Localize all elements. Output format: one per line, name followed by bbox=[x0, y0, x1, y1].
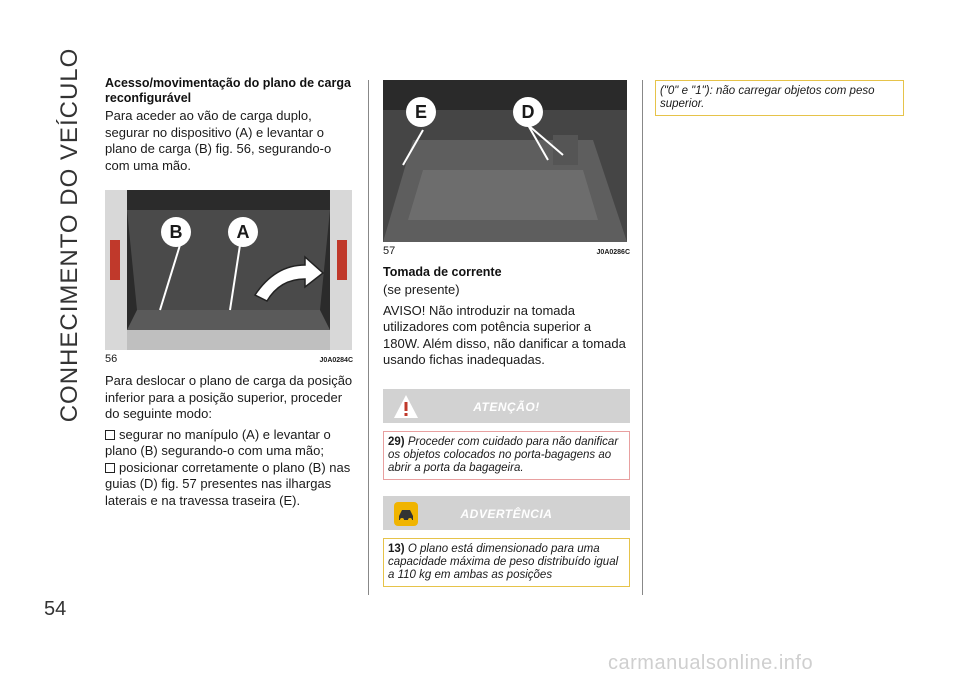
paragraph: Para aceder ao vão de carga duplo, segurar no dispositivo (A) e levantar o plano de carga (B) fig. 56, segurando-o com uma mão. bbox=[105, 108, 332, 173]
warning-banner bbox=[383, 389, 630, 423]
note-text: O plano está dimensionado para uma capacidade máxima de peso distribuído igual a 110 kg em ambas as posições bbox=[388, 542, 619, 581]
figure-label-e: E bbox=[406, 97, 436, 127]
side-section-title: CONHECIMENTO DO VEÍCULO bbox=[56, 47, 83, 423]
column-divider bbox=[642, 80, 643, 595]
figure-label-b: B bbox=[161, 217, 191, 247]
figure-code: J0A0284C bbox=[319, 357, 353, 364]
bullet-square-icon bbox=[105, 430, 115, 440]
caution-note-continued bbox=[655, 80, 904, 116]
figure-label-a: A bbox=[228, 217, 258, 247]
caution-title: ADVERTÊNCIA bbox=[460, 506, 553, 521]
column-3 bbox=[655, 80, 904, 116]
bullet-square-icon bbox=[105, 463, 115, 473]
warning-note bbox=[383, 431, 630, 480]
note-number: 29) bbox=[388, 435, 405, 448]
figure-caption bbox=[383, 245, 630, 257]
figure-caption bbox=[105, 353, 353, 365]
figure-number: 56 bbox=[105, 353, 118, 365]
subheading: (se presente) bbox=[383, 282, 460, 297]
note-text: Proceder com cuidado para não danificar os objetos colocados no porta-bagagens ao abrir a porta da bagageira. bbox=[388, 435, 619, 474]
warning-title: ATENÇÃO! bbox=[473, 399, 540, 414]
watermark: carmanualsonline.info bbox=[608, 652, 814, 674]
section-heading: Tomada de corrente bbox=[383, 265, 502, 279]
figure-57-photo bbox=[383, 80, 627, 242]
figure-code: J0A0286C bbox=[596, 249, 630, 256]
figure-56-photo bbox=[105, 190, 352, 350]
figure-number: 57 bbox=[383, 245, 396, 257]
figure-label-d: D bbox=[513, 97, 543, 127]
page-number: 54 bbox=[44, 598, 67, 620]
note-number: 13) bbox=[388, 542, 405, 555]
paragraph: AVISO! Não introduzir na tomada utilizadores com potência superior a 180W. Além disso, não danificar a tomada usando fichas inadequadas. bbox=[383, 302, 626, 367]
bullet-item: posicionar corretamente o plano (B) nas guias (D) fig. 57 presentes nas ilhargas laterais e na travessa traseira (E). bbox=[105, 459, 351, 508]
bullet-item: segurar no manípulo (A) e levantar o plano (B) segurando-o com uma mão; bbox=[105, 426, 331, 458]
column-divider bbox=[368, 80, 369, 595]
paragraph: Para deslocar o plano de carga da posição inferior para a posição superior, proceder do seguinte modo: bbox=[105, 373, 353, 421]
section-heading: Acesso/movimentação do plano de carga reconfigurável bbox=[105, 76, 351, 105]
column-2 bbox=[383, 80, 630, 587]
column-1 bbox=[105, 76, 353, 509]
caution-note bbox=[383, 538, 630, 587]
note-text: ("0" e "1"): não carregar objetos com peso superior. bbox=[660, 85, 875, 110]
caution-banner bbox=[383, 496, 630, 530]
